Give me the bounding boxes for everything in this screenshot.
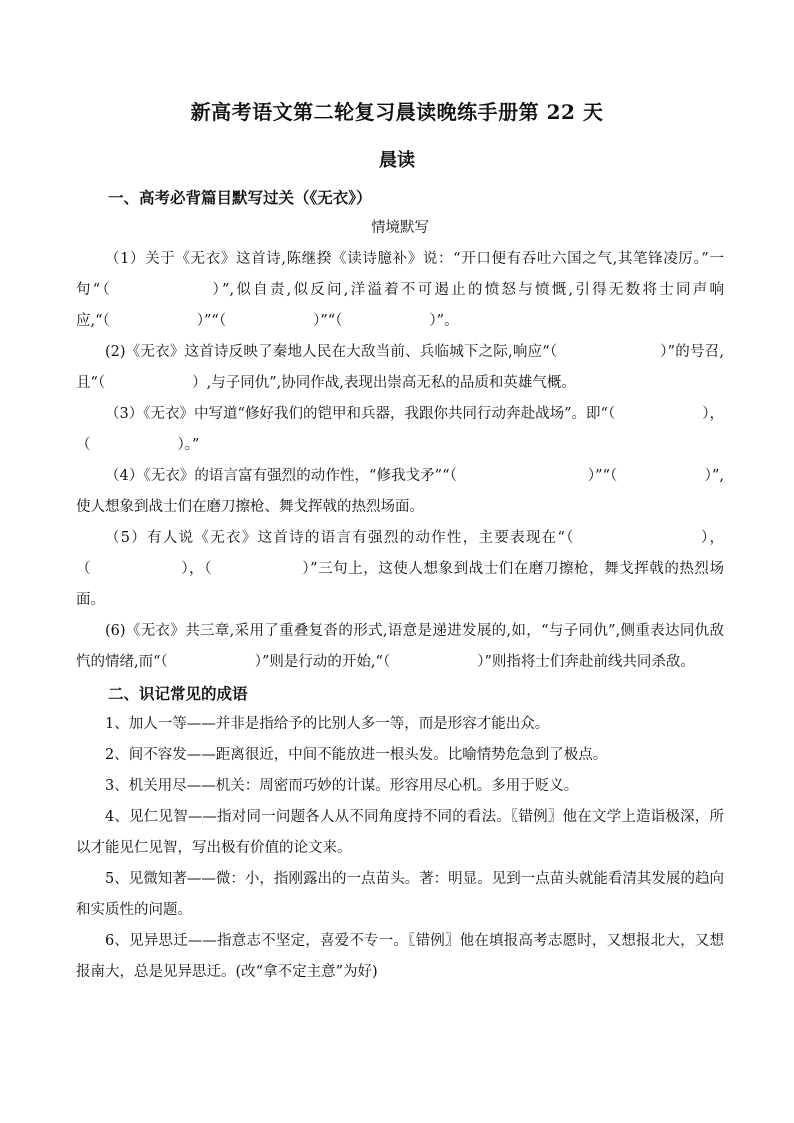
document-body [76, 182, 724, 988]
idiom-item-3: 3、机关用尽——机关：周密而巧妙的计谋。形容用尽心机。多用于贬义。 [105, 778, 579, 794]
part1-subheading: 情境默写 [371, 220, 429, 236]
section-title-morning-reading: 晨读 [379, 150, 415, 171]
dictation-item-2: (2)《无衣》这首诗反映了秦地人民在大敌当前、兵临城下之际,响应“（ ）”的号召,且“（ ）,与子同仇”,协同作战,表现出崇高无私的品质和英雄气概。 [76, 344, 724, 391]
idiom-item-6: 6、见异思迁——指意志不坚定，喜爱不专一。〖错例〗他在填报高考志愿时，又想报北大，又想报南大，总是见异思迁。(改“拿不定主意”为好) [76, 933, 724, 980]
dictation-item-3: （3）《无衣》中写道“修好我们的铠甲和兵器，我跟你共同行动奔赴战场”。即“（ ），（ ）。” [76, 406, 724, 453]
document-title: 新高考语文第二轮复习晨读晚练手册第 22 天 [190, 100, 604, 124]
dictation-item-5: （5）有人说《无衣》这首诗的语言有强烈的动作性，主要表现在“（ ），（ ），（ ）”三句上，这使人想象到战士们在磨刀擦枪，舞戈挥戟的热烈场面。 [76, 530, 724, 608]
dictation-item-4: （4）《无衣》的语言富有强烈的动作性，“修我戈矛”“（ ）”“（ ）”,使人想象到战士们在磨刀擦枪、舞戈挥戟的热烈场面。 [76, 468, 724, 515]
dictation-item-1: （1）关于《无衣》这首诗,陈继揆《读诗臆补》说：“开口便有吞吐六国之气,其笔锋凌厉。”一句“（ ）”,似自责,似反问,洋溢着不可遏止的愤怒与愤慨,引得无数将士同声响应,“（ ）”“（ ）”“（ ）”。 [76, 251, 724, 329]
part2-heading: 二、识记常见的成语 [108, 684, 248, 703]
dictation-item-6: (6)《无衣》共三章,采用了重叠复沓的形式,语意是递进发展的,如，“与子同仇”,侧重表达同仇敌忾的情绪,而“（ ）”则是行动的开始,“（ ）”则指将士们奔赴前线共同杀敌。 [76, 623, 724, 670]
idiom-item-2: 2、间不容发——距离很近，中间不能放进一根头发。比喻情势危急到了极点。 [105, 747, 608, 763]
idiom-item-1: 1、加人一等——并非是指给予的比别人多一等，而是形容才能出众。 [105, 716, 550, 732]
idiom-item-5: 5、见微知著——微：小，指刚露出的一点苗头。著：明显。见到一点苗头就能看清其发展的趋向和实质性的问题。 [76, 871, 724, 918]
part1-heading: 一、高考必背篇目默写过关（《无衣》） [108, 188, 372, 207]
idiom-item-4: 4、见仁见智——指对同一问题各人从不同角度持不同的看法。〖错例〗他在文学上造诣极深，所以才能见仁见智，写出极有价值的论文来。 [76, 809, 724, 856]
